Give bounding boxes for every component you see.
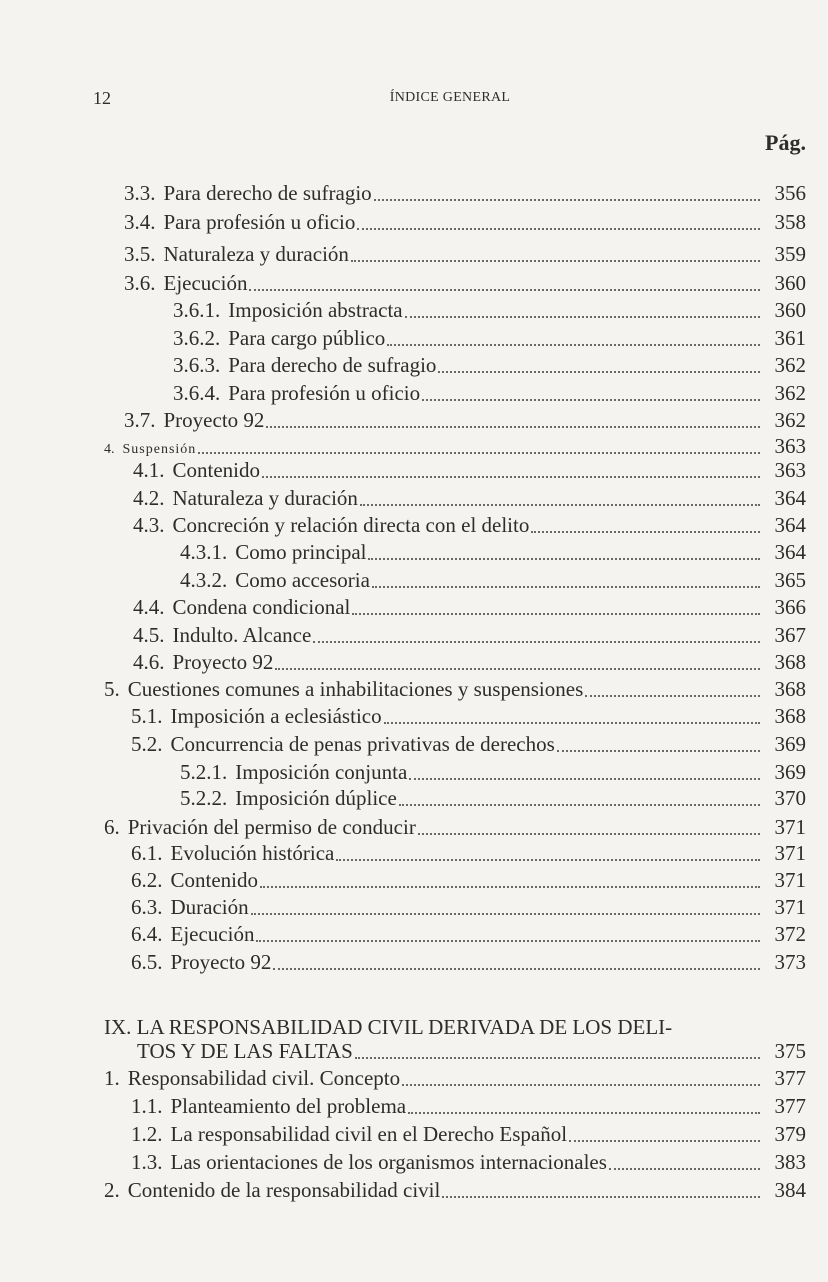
toc-entry-label: Contenido de la responsabilidad civil [127, 1178, 441, 1202]
toc-entry [131, 1150, 806, 1176]
toc-entry-number: 4.2. [133, 486, 165, 510]
page-number: 12 [93, 88, 111, 108]
toc-entry [104, 1066, 806, 1092]
toc-entry-label: Condena condicional [172, 595, 351, 619]
toc-entry-label: La responsabilidad civil en el Derecho Español [170, 1122, 568, 1146]
toc-entry-number: 3.5. [124, 242, 156, 266]
toc-entry-page: 360 [774, 298, 806, 322]
toc-entry-label: Para derecho de sufragio [228, 353, 437, 377]
toc-entry-page: 368 [774, 677, 806, 701]
toc-entry-label: Ejecución [170, 922, 255, 946]
toc-entry [131, 1094, 806, 1120]
toc-entry-label: Las orientaciones de los organismos internacionales [170, 1150, 607, 1174]
toc-entry-label: Como accesoria [235, 568, 370, 592]
toc-entry-page: 363 [774, 458, 806, 482]
dot-leader [442, 1196, 760, 1198]
toc-entry [124, 210, 806, 236]
toc-entry-page: 358 [774, 210, 806, 234]
toc-entry-number: 3.6.2. [173, 326, 221, 350]
toc-entry-label: Proyecto 92 [163, 408, 265, 432]
toc-entry [104, 677, 806, 703]
toc-entry [133, 595, 806, 621]
toc-entry-number: 5.1. [131, 704, 163, 728]
dot-leader [405, 316, 760, 318]
toc-entry-page: 370 [774, 786, 806, 810]
toc-entry-label: TOS Y DE LAS FALTAS [137, 1039, 353, 1063]
toc-entry-number: 1.1. [131, 1094, 163, 1118]
toc-entry-page: 362 [774, 353, 806, 377]
toc-entry-number: 4. [104, 442, 115, 457]
dot-leader [249, 289, 760, 291]
toc-entry-number: 3.3. [124, 181, 156, 205]
toc-entry [104, 434, 806, 460]
toc-entry-number: 5.2.1. [180, 760, 228, 784]
toc-entry [173, 381, 806, 407]
dot-leader [266, 426, 760, 428]
toc-entry-page: 377 [774, 1066, 806, 1090]
dot-leader [313, 641, 760, 643]
dot-leader [256, 940, 760, 942]
toc-entry-label: Proyecto 92 [172, 650, 274, 674]
toc-entry-page: 356 [774, 181, 806, 205]
dot-leader [336, 859, 760, 861]
toc-entry [133, 513, 806, 539]
dot-leader [352, 613, 760, 615]
toc-entry-label: Como principal [235, 540, 367, 564]
toc-entry [124, 408, 806, 434]
dot-leader [251, 913, 760, 915]
dot-leader [408, 1112, 760, 1114]
toc-entry-number: 6. [104, 815, 120, 839]
toc-entry [173, 353, 806, 379]
toc-entry-label: Suspensión [122, 442, 197, 457]
toc-entry [133, 623, 806, 649]
toc-entry-label: Contenido [172, 458, 260, 482]
toc-entry [133, 486, 806, 512]
toc-entry-number: 4.4. [133, 595, 165, 619]
toc-entry-label: Para cargo público [228, 326, 386, 350]
toc-entry-label: Concurrencia de penas privativas de derechos [170, 732, 555, 756]
toc-entry-page: 371 [774, 815, 806, 839]
toc-entry [131, 868, 806, 894]
toc-entry [180, 540, 806, 566]
dot-leader [409, 778, 760, 780]
toc-entry-label: Privación del permiso de conducir [127, 815, 416, 839]
dot-leader [557, 750, 760, 752]
dot-leader [387, 344, 760, 346]
toc-entry-label: Naturaleza y duración [163, 242, 349, 266]
toc-entry-label: Para derecho de sufragio [163, 181, 372, 205]
page-column-label: Pág. [765, 130, 806, 155]
toc-entry-number: 4.3.2. [180, 568, 228, 592]
dot-leader [585, 695, 760, 697]
dot-leader [355, 1057, 760, 1059]
toc-entry-number: 4.1. [133, 458, 165, 482]
toc-entry-number: 6.1. [131, 841, 163, 865]
toc-entry-number: 1.2. [131, 1122, 163, 1146]
toc-entry-page: 365 [774, 568, 806, 592]
dot-leader [418, 833, 760, 835]
toc-entry [131, 841, 806, 867]
dot-leader [531, 531, 760, 533]
toc-entry [131, 732, 806, 758]
toc-entry [104, 815, 806, 841]
dot-leader [422, 399, 760, 401]
dot-leader [438, 371, 760, 373]
toc-entry-page: 364 [774, 486, 806, 510]
toc-entry-label: Concreción y relación directa con el delito [172, 513, 530, 537]
chapter-heading-line1: IX. LA RESPONSABILIDAD CIVIL DERIVADA DE LOS DELI- [104, 1015, 673, 1039]
toc-entry-number: 6.2. [131, 868, 163, 892]
dot-leader [399, 804, 760, 806]
toc-entry [131, 1122, 806, 1148]
toc-entry-page: 368 [774, 704, 806, 728]
toc-entry [180, 568, 806, 594]
toc-entry-page: 362 [774, 381, 806, 405]
toc-entry-number: 3.7. [124, 408, 156, 432]
dot-leader [609, 1168, 760, 1170]
chapter-heading-line2 [137, 1039, 806, 1065]
toc-entry-page: 379 [774, 1122, 806, 1146]
dot-leader [374, 199, 760, 201]
toc-entry [173, 298, 806, 324]
toc-entry-page: 359 [774, 242, 806, 266]
toc-entry-page: 383 [774, 1150, 806, 1174]
dot-leader [357, 228, 760, 230]
toc-entry [180, 760, 806, 786]
toc-entry-page: 364 [774, 540, 806, 564]
toc-entry-label: Imposición a eclesiástico [170, 704, 382, 728]
toc-entry-page: 373 [774, 950, 806, 974]
toc-entry-number: 4.3. [133, 513, 165, 537]
toc-entry-label: Cuestiones comunes a inhabilitaciones y suspensiones [127, 677, 584, 701]
toc-entry-number: 3.6.4. [173, 381, 221, 405]
toc-entry-label: Evolución histórica [170, 841, 335, 865]
toc-entry-page: 366 [774, 595, 806, 619]
dot-leader [351, 260, 760, 262]
dot-leader [384, 722, 760, 724]
toc-entry-number: 3.4. [124, 210, 156, 234]
toc-entry-label: Naturaleza y duración [172, 486, 358, 510]
toc-entry-page: 361 [774, 326, 806, 350]
toc-entry-number: 6.5. [131, 950, 163, 974]
toc-entry [133, 650, 806, 676]
toc-entry-page: 377 [774, 1094, 806, 1118]
toc-entry-page: 367 [774, 623, 806, 647]
toc-entry [124, 242, 806, 268]
toc-entry-label: Imposición abstracta [228, 298, 403, 322]
toc-entry-label: Responsabilidad civil. Concepto [127, 1066, 401, 1090]
toc-entry-label: Imposición dúplice [235, 786, 397, 810]
toc-entry [124, 271, 806, 297]
toc-entry-label: Indulto. Alcance [172, 623, 312, 647]
chapter-heading [104, 1015, 672, 1040]
toc-entry [124, 181, 806, 207]
toc-entry-number: 5. [104, 677, 120, 701]
toc-entry-number: 6.4. [131, 922, 163, 946]
toc-entry-page: 372 [774, 922, 806, 946]
toc-entry-number: 5.2.2. [180, 786, 228, 810]
toc-entry-page: 364 [774, 513, 806, 537]
toc-entry [173, 326, 806, 352]
toc-entry [180, 786, 806, 812]
toc-entry-number: 1.3. [131, 1150, 163, 1174]
toc-entry-page: 362 [774, 408, 806, 432]
toc-entry-page: 369 [774, 760, 806, 784]
toc-entry [133, 458, 806, 484]
toc-entry-number: 6.3. [131, 895, 163, 919]
toc-entry-number: 4.3.1. [180, 540, 228, 564]
toc-entry-page: 363 [774, 434, 806, 458]
toc-entry-label: Contenido [170, 868, 258, 892]
dot-leader [275, 668, 760, 670]
dot-leader [569, 1140, 760, 1142]
toc-entry-label: Duración [170, 895, 249, 919]
toc-entry-page: 375 [774, 1039, 806, 1063]
dot-leader [262, 476, 760, 478]
toc-entry [131, 895, 806, 921]
toc-entry-number: 3.6. [124, 271, 156, 295]
running-title: ÍNDICE GENERAL [389, 90, 511, 105]
toc-entry-page: 371 [774, 868, 806, 892]
toc-entry-number: 2. [104, 1178, 120, 1202]
toc-entry-page: 371 [774, 841, 806, 865]
toc-entry-number: 1. [104, 1066, 120, 1090]
toc-entry-label: Planteamiento del problema [170, 1094, 407, 1118]
toc-entry-number: 5.2. [131, 732, 163, 756]
toc-entry-label: Para profesión u oficio [163, 210, 356, 234]
toc-entry-page: 360 [774, 271, 806, 295]
toc-entry [131, 704, 806, 730]
toc-entry [131, 950, 806, 976]
toc-entry [104, 1178, 806, 1204]
dot-leader [273, 968, 760, 970]
toc-entry-label: Para profesión u oficio [228, 381, 421, 405]
dot-leader [360, 504, 760, 506]
toc-entry-number: 4.5. [133, 623, 165, 647]
toc-entry-label: Ejecución [163, 271, 248, 295]
toc-entry-number: 3.6.1. [173, 298, 221, 322]
dot-leader [372, 586, 760, 588]
toc-entry-page: 371 [774, 895, 806, 919]
toc-entry-page: 369 [774, 732, 806, 756]
dot-leader [402, 1084, 760, 1086]
toc-entry-page: 368 [774, 650, 806, 674]
dot-leader [198, 452, 760, 454]
toc-entry-label: Proyecto 92 [170, 950, 272, 974]
dot-leader [368, 558, 760, 560]
dot-leader [260, 886, 760, 888]
toc-entry-label: Imposición conjunta [235, 760, 408, 784]
toc-entry [131, 922, 806, 948]
toc-entry-number: 3.6.3. [173, 353, 221, 377]
toc-entry-page: 384 [774, 1178, 806, 1202]
toc-entry-number: 4.6. [133, 650, 165, 674]
